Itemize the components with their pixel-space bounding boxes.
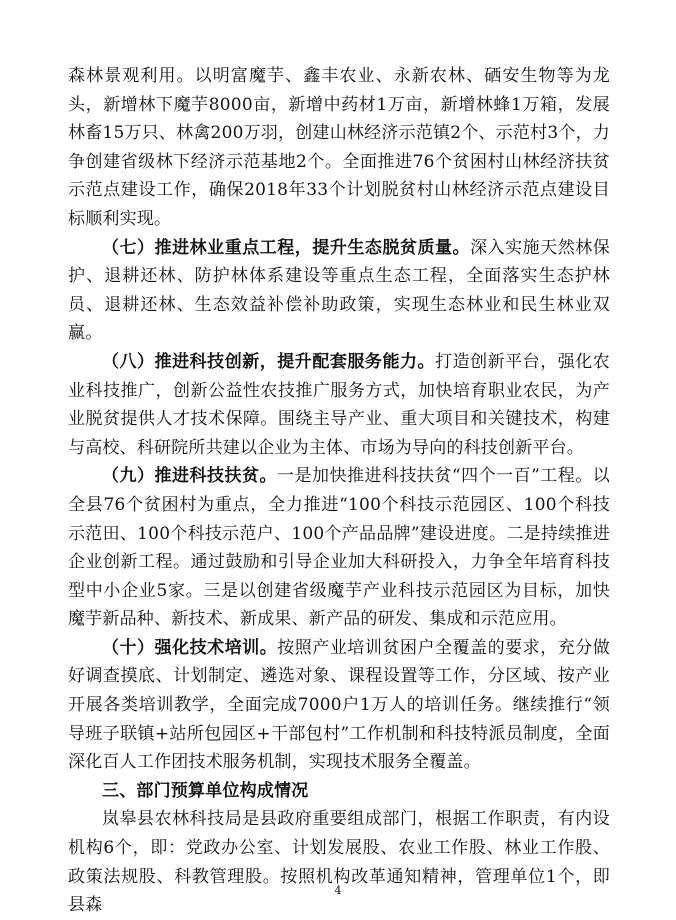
paragraph-text: 森林景观利用。以明富魔芋、鑫丰农业、永新农林、硒安生物等为龙头，新增林下魔芋8000亩，新增中药材1万亩，新增林蜂1万箱，发展林畜15万只、林禽200万羽，创建山林经济示范镇2个、示范村3个，力争创建省级林下经济示范基地2个。全面推进76个贫困村山林经济扶贫示范点建设工作，确保2018年33个计划脱贫村山林经济示范点建设目标顺利实现。 [68, 66, 610, 229]
body-text [68, 62, 610, 920]
paragraph-text: 打造创新平台，强化农业科技推广，创新公益性农技推广服务方式，加快培育职业农民，为产业脱贫提供人才技术保障。围绕主导产业、重大项目和关键技术，构建与高校、科研院所共建以企业为主体、市场为导向的科技创新平台。 [68, 351, 610, 458]
paragraph-text: 深入实施天然林保护、退耕还林、防护林体系建设等重点生态工程，全面落实生态护林员、退耕还林、生态效益补偿补助政策，实现生态林业和民生林业双赢。 [68, 237, 610, 344]
paragraph-item-9 [68, 462, 610, 634]
paragraph-text: 按照产业培训贫困户全覆盖的要求，充分做好调查摸底、计划制定、遴选对象、课程设置等工作，分区域、按产业开展各类培训教学，全面完成7000户1万人的培训任务。继续推行“领导班子联镇+站所包园区+干部包村”工作机制和科技特派员制度，全面深化百人工作团技术服务机制，实现技术服务全覆盖。 [68, 637, 610, 773]
paragraph-text: 一是加快推进科技扶贫“四个一百”工程。以全县76个贫困村为重点，全力推进“100个科技示范园区、100个科技示范田、100个科技示范户、100个产品品牌”建设进度。二是持续推进企业创新工程。通过鼓励和引导企业加大科研投入，力争全年培育科技型中小企业5家。三是以创建省级魔芋产业科技示范园区为目标，加快魔芋新品种、新技术、新成果、新产品的研发、集成和示范应用。 [68, 466, 610, 630]
page-number: 4 [334, 884, 342, 897]
paragraph-continuation [68, 62, 610, 234]
item-heading: （七）推进林业重点工程，提升生态脱贫质量。 [102, 237, 471, 258]
item-heading: （十）强化技术培训。 [102, 637, 278, 658]
paragraph-item-8 [68, 348, 610, 462]
paragraph-item-10 [68, 634, 610, 777]
item-heading: （九）推进科技扶贫。 [102, 466, 277, 487]
item-heading: （八）推进科技创新，提升配套服务能力。 [102, 351, 436, 372]
section-heading: 三、部门预算单位构成情况 [102, 780, 309, 801]
paragraph-final: 岚皋县农林科技局是县政府重要组成部门，根据工作职责，有内设机构6个，即：党政办公室、计划发展股、农业工作股、林业工作股、政策法规股、科教管理股。按照机构改革通知精神，管理单位1个，即县森 [68, 809, 610, 916]
paragraph-item-7 [68, 234, 610, 348]
